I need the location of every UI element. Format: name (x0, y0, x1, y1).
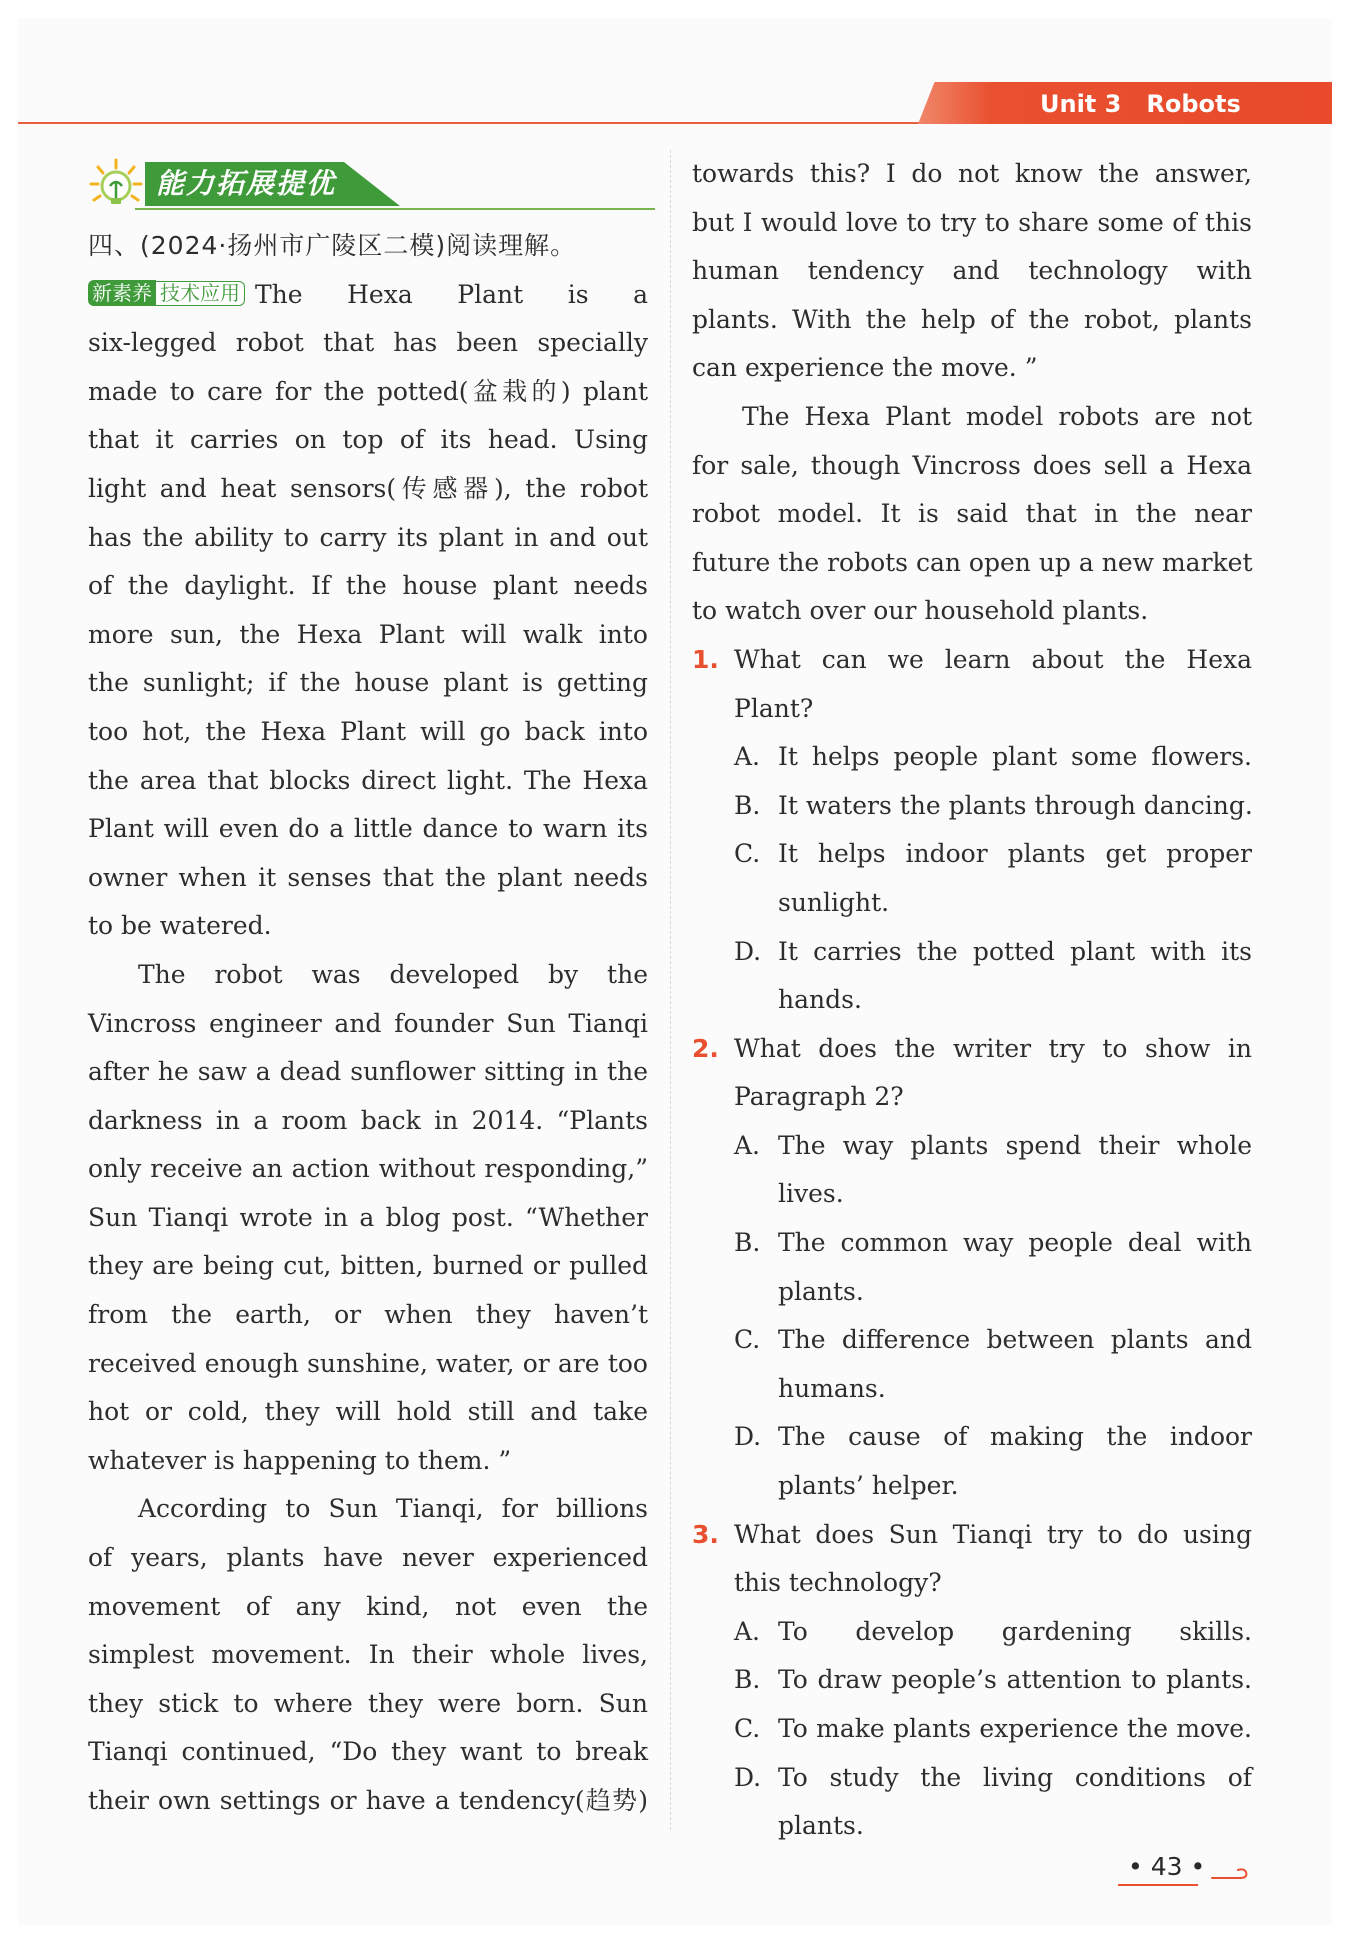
passage-line: to watch over our household plants. (692, 596, 1149, 626)
right-column (692, 150, 1252, 1851)
question-stem: this technology? (734, 1568, 942, 1598)
exercise-heading: 四、(2024·扬州市广陵区二模)阅读理解。 (88, 231, 577, 260)
passage-line: owner when it senses that the plant needs (88, 862, 648, 892)
passage-line: Vincross engineer and founder Sun Tianqi (88, 1008, 648, 1038)
unit-label: Unit 3 Robots (1040, 90, 1241, 118)
passage-line: has the ability to carry its plant in and out (88, 522, 648, 552)
option-3d[interactable] (734, 1754, 1252, 1851)
option-2a[interactable] (734, 1122, 1252, 1219)
option-2b[interactable] (734, 1219, 1252, 1316)
option-letter: D. (734, 936, 762, 966)
option-text: It helps people plant some flowers. (778, 742, 1252, 772)
banner-title: 能力拓展提优 (156, 167, 337, 200)
passage-line: they are being cut, bitten, burned or pulled (88, 1251, 648, 1281)
passage-line: The Hexa Plant model robots are not (742, 401, 1252, 431)
passage-line: after he saw a dead sunflower sitting in the (88, 1057, 648, 1087)
passage-line: received enough sunshine, water, or are too (88, 1348, 648, 1378)
option-letter: D. (734, 1422, 762, 1452)
question-1 (692, 636, 1252, 733)
passage-line: Tianqi continued, “Do they want to break (88, 1737, 648, 1767)
left-column (88, 222, 648, 1826)
question-stem: What can we learn about the Hexa (734, 644, 1252, 674)
passage-line: simplest movement. In their whole lives, (88, 1640, 648, 1670)
option-1a[interactable] (734, 733, 1252, 782)
passage-first-line (88, 271, 648, 320)
passage-line: but I would love to try to share some of this (692, 207, 1252, 237)
passage-line: the sunlight; if the house plant is getting (88, 668, 648, 698)
passage-line: they stick to where they were born. Sun (88, 1688, 648, 1718)
tag-new-literacy: 新素养 (88, 280, 156, 306)
passage-line: The robot was developed by the (138, 959, 648, 989)
option-2c[interactable] (734, 1316, 1252, 1413)
passage-line: of the daylight. If the house plant needs (88, 571, 648, 601)
question-stem: Plant? (734, 693, 814, 723)
passage-line: According to Sun Tianqi, for billions (138, 1494, 648, 1524)
passage-line: can experience the move. ” (692, 353, 1038, 383)
option-1c[interactable] (734, 830, 1252, 927)
passage-line: more sun, the Hexa Plant will walk into (88, 619, 648, 649)
option-text: hands. (778, 985, 862, 1015)
passage-line: from the earth, or when they haven’t (88, 1300, 648, 1330)
sun-bulb-icon (86, 156, 146, 216)
passage-line: of years, plants have never experienced (88, 1543, 648, 1573)
option-letter: B. (734, 1665, 761, 1695)
question-number: 1. (692, 644, 719, 674)
option-3a[interactable] (734, 1608, 1252, 1657)
option-letter: C. (734, 839, 761, 869)
question-number: 2. (692, 1033, 719, 1063)
option-2d[interactable] (734, 1413, 1252, 1510)
option-text: humans. (778, 1373, 886, 1403)
option-text: plants. (778, 1811, 864, 1841)
option-letter: C. (734, 1714, 761, 1743)
passage-line: movement of any kind, not even the (88, 1591, 648, 1621)
option-letter: B. (734, 790, 761, 820)
passage-line: to be watered. (88, 911, 272, 941)
question-2 (692, 1025, 1252, 1122)
passage-line: human tendency and technology with (692, 256, 1252, 286)
passage-line: whatever is happening to them. ” (88, 1445, 512, 1475)
question-stem: Paragraph 2? (734, 1082, 904, 1112)
option-letter: A. (734, 1616, 761, 1646)
option-letter: A. (734, 742, 761, 772)
passage-line: plants. With the help of the robot, plants (692, 304, 1252, 334)
question-3 (692, 1511, 1252, 1608)
tag-tech-application: 技术应用 (156, 281, 245, 307)
passage-line: darkness in a room back in 2014. “Plants (88, 1105, 648, 1135)
passage-line: future the robots can open up a new market (692, 547, 1253, 577)
passage-line: too hot, the Hexa Plant will go back into (88, 716, 648, 746)
option-letter: A. (734, 1130, 761, 1160)
question-stem: What does the writer try to show in (734, 1033, 1252, 1063)
option-text: The common way people deal with (778, 1228, 1252, 1258)
option-letter: B. (734, 1228, 761, 1258)
option-text: sunlight. (778, 887, 890, 917)
passage-line: light and heat sensors(传感器), the robot (88, 473, 648, 503)
question-stem: What does Sun Tianqi try to do using (734, 1519, 1252, 1549)
passage-line: hot or cold, they will hold still and take (88, 1397, 648, 1427)
option-3c[interactable] (734, 1705, 1252, 1754)
passage-line: the area that blocks direct light. The Hexa (88, 765, 648, 795)
option-letter: D. (734, 1762, 762, 1792)
passage-line: The Hexa Plant is a (255, 279, 648, 309)
page-arrow-icon (1210, 1866, 1250, 1882)
option-text: plants’ helper. (778, 1471, 959, 1501)
page-number-underline (1118, 1884, 1198, 1886)
column-divider (670, 150, 671, 1830)
option-text: To make plants experience the move. (778, 1714, 1252, 1743)
option-text: It waters the plants through dancing. (778, 790, 1253, 820)
passage-line: their own settings or have a tendency(趋势) (88, 1786, 648, 1815)
page-number: • 43 • (1128, 1852, 1206, 1881)
passage-line: Plant will even do a little dance to warn its (88, 814, 648, 844)
option-1d[interactable] (734, 928, 1252, 1025)
question-number: 3. (692, 1519, 719, 1549)
option-text: It carries the potted plant with its (778, 936, 1252, 966)
option-letter: C. (734, 1325, 761, 1355)
passage-line: six-legged robot that has been specially (88, 328, 648, 358)
option-text: The difference between plants and (778, 1325, 1252, 1355)
passage-line: only receive an action without responding,” (88, 1154, 648, 1184)
option-1b[interactable] (734, 782, 1252, 831)
passage-line: that it carries on top of its head. Using (88, 425, 648, 455)
option-3b[interactable] (734, 1656, 1252, 1705)
option-text: To develop gardening skills. (778, 1616, 1252, 1646)
banner-underline (135, 208, 655, 210)
option-text: To study the living conditions of (778, 1762, 1252, 1792)
passage-line: towards this? I do not know the answer, (692, 159, 1252, 188)
option-text: It helps indoor plants get proper (778, 839, 1252, 869)
option-text: The way plants spend their whole (778, 1130, 1252, 1160)
passage-line: Sun Tianqi wrote in a blog post. “Whether (88, 1202, 648, 1232)
option-text: The cause of making the indoor (778, 1422, 1252, 1452)
option-text: plants. (778, 1276, 864, 1306)
passage-line: made to care for the potted(盆栽的) plant (88, 376, 648, 406)
passage-line: for sale, though Vincross does sell a Hexa (692, 450, 1252, 480)
passage-line: robot model. It is said that in the near (692, 499, 1252, 529)
option-text: To draw people’s attention to plants. (778, 1665, 1252, 1695)
option-text: lives. (778, 1179, 844, 1209)
